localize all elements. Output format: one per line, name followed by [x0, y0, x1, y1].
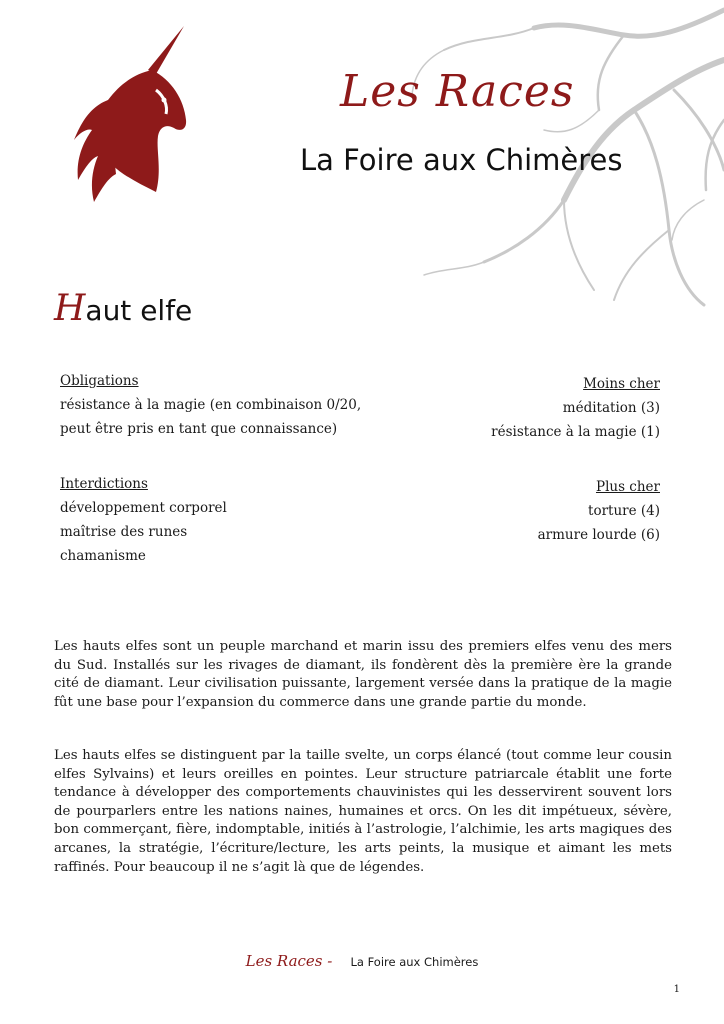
- body-paragraph: Les hauts elfes se distinguent par la taille svelte, un corps élancé (tout comme leur cousin elfes Sylvains) et leurs oreilles en pointes. Leur structure patriarcale établit une forte tendance à développer des comportements chauvinistes qui les desservirent souvent lors de pourparlers entre les nations naines, humaines et orcs. On les dit impétueux, sévère, bon commerçant, fière, indomptable, initiés à l’astrologie, l’alchimie, les arts magiques des arcanes, la stratégie, l’écriture/lecture, les arts peints, la musique et aimant les mets raffinés. Pour beaucoup il ne s’agit là que de légendes.: [54, 748, 672, 875]
- obligations-item: résistance à la magie (en combinaison 0/20,: [60, 397, 362, 413]
- footer-subtitle: La Foire aux Chimères: [350, 955, 479, 969]
- plus-cher-heading: Plus cher: [595, 479, 660, 495]
- interdictions-item: chamanisme: [60, 548, 146, 564]
- page-subtitle: La Foire aux Chimères: [300, 143, 623, 177]
- footer-title: Les Races -: [245, 952, 333, 970]
- moins-cher-heading: Moins cher: [583, 376, 660, 392]
- section-title-initial: H: [54, 288, 86, 329]
- obligations-heading: Obligations: [60, 373, 139, 389]
- interdictions-item: maîtrise des runes: [60, 524, 188, 540]
- page-title: Les Races: [340, 66, 575, 117]
- plus-cher-item: torture (4): [588, 503, 660, 519]
- plus-cher-block: [538, 479, 660, 551]
- page-number: 1: [673, 984, 680, 995]
- obligations-block: [60, 373, 361, 445]
- moins-cher-item: méditation (3): [562, 400, 660, 416]
- interdictions-heading: Interdictions: [60, 476, 148, 492]
- moins-cher-item: résistance à la magie (1): [491, 424, 660, 440]
- interdictions-block: [60, 476, 227, 572]
- section-title: [54, 288, 192, 329]
- plus-cher-item: armure lourde (6): [537, 527, 660, 543]
- section-title-rest: aut elfe: [85, 294, 193, 327]
- unicorn-logo: [52, 20, 202, 210]
- obligations-item: peut être pris en tant que connaissance): [60, 421, 338, 437]
- footer: [0, 952, 724, 970]
- interdictions-item: développement corporel: [60, 500, 227, 516]
- body-paragraph: Les hauts elfes sont un peuple marchand et marin issu des premiers elfes venu des mers du Sud. Installés sur les rivages de diamant, ils fondèrent dès la première ère la grande cité de diamant. Leur civilisation puissante, largement versée dans la pratique de la magie fût une base pour l’expansion du commerce dans une grande partie du monde.: [54, 639, 672, 710]
- moins-cher-block: [491, 376, 660, 448]
